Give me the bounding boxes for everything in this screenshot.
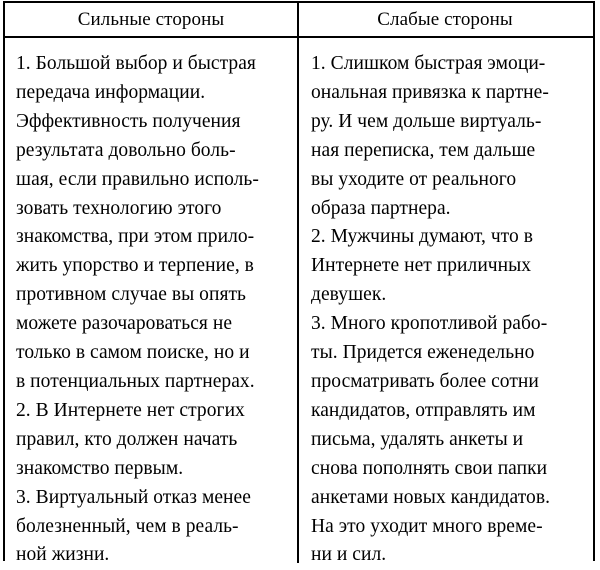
text-line: 2. В Интернете нет строгих [16, 399, 245, 421]
text-line: снова пополнять свои папки [311, 457, 548, 479]
text-line: передача информации. [16, 81, 206, 103]
table-cell-weaknesses [297, 38, 593, 566]
table-cell-strengths [5, 38, 297, 566]
text-line: знакомства, при этом прило- [16, 226, 255, 248]
table-header-row [5, 3, 593, 38]
text-line: противном случае вы опять [16, 284, 247, 306]
text-line: ру. И чем дольше виртуаль- [311, 110, 542, 132]
text-line: жить упорство и терпение, в [16, 255, 254, 277]
text-line: болезненный, чем в реаль- [16, 515, 239, 537]
text-line: На это уходит много време- [311, 515, 543, 537]
text-line: 3. Много кропотливой рабо- [311, 313, 548, 335]
text-line: письма, удалять анкеты и [311, 428, 524, 450]
text-line: 1. Слишком быстрая эмоци- [311, 53, 546, 74]
text-line: вы уходите от реального [311, 168, 517, 190]
text-line: ная переписка, тем дальше [311, 139, 536, 161]
text-line: ональная привязка к партне- [311, 81, 549, 103]
text-line: можете разочароваться не [16, 313, 233, 335]
text-line: Интернете нет приличных [311, 255, 532, 277]
comparison-table [3, 1, 595, 566]
text-line: правил, кто должен начать [16, 428, 238, 450]
text-line: в потенциальных партнерах. [16, 370, 255, 392]
text-line: образа партнера. [311, 197, 451, 219]
text-line: ты. Придется еженедельно [311, 342, 535, 364]
text-line: результата довольно боль- [16, 139, 236, 161]
text-line: просматривать более сотни [311, 370, 539, 392]
text-line: шая, если правильно исполь- [16, 168, 259, 190]
table-body-row [5, 38, 593, 566]
text-line: знакомство первым. [16, 457, 184, 479]
text-line: 1. Большой выбор и быстрая [16, 53, 256, 74]
text-line: 2. Мужчины думают, что в [311, 226, 533, 248]
text-line: зовать технологию этого [16, 197, 222, 219]
text-line: анкетами новых кандидатов. [311, 486, 551, 508]
text-line: Эффективность получения [16, 110, 241, 132]
text-line: 3. Виртуальный отказ менее [16, 486, 251, 508]
text-line: ни и сил. [311, 544, 387, 566]
text-line: ной жизни. [16, 544, 110, 566]
table-header-weaknesses: Слабые стороны [377, 9, 513, 30]
text-line: девушек. [311, 284, 387, 306]
text-line: только в самом поиске, но и [16, 342, 250, 364]
table-header-strengths: Сильные стороны [77, 9, 225, 30]
text-line: кандидатов, отправлять им [311, 399, 536, 421]
